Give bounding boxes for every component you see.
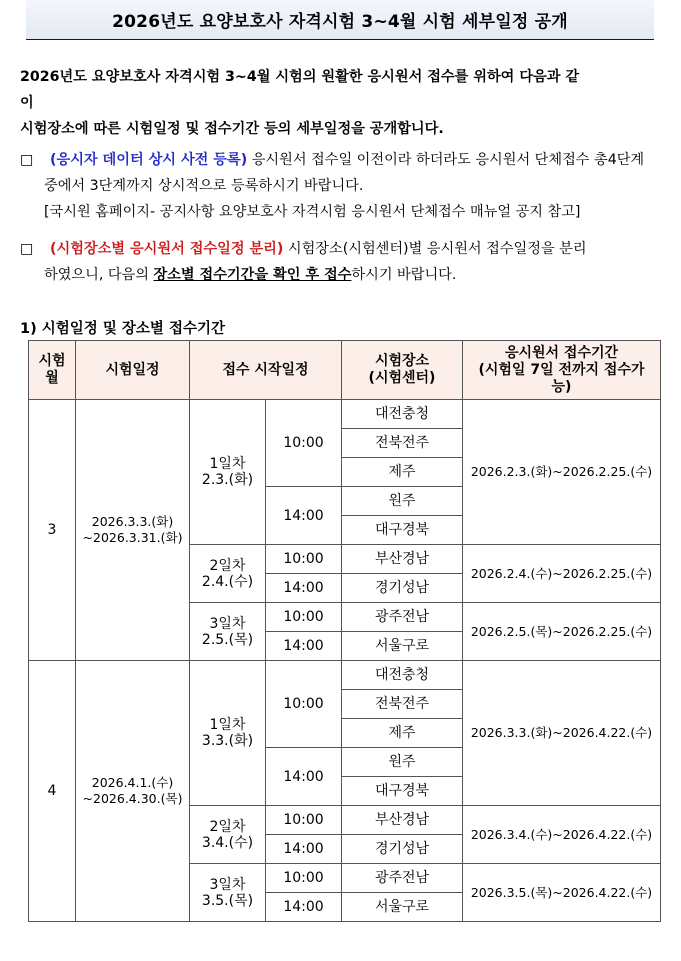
time-cell: 14:00 [266, 574, 342, 603]
intro-line: 이 [20, 95, 34, 111]
day-cell: 2일차 3.4.(수) [190, 806, 266, 864]
table-row [29, 661, 661, 690]
venue-cell: 경기성남 [342, 574, 463, 603]
time-cell: 10:00 [266, 400, 342, 487]
venue-cell: 부산경남 [342, 806, 463, 835]
section-title: 1) 시험일정 및 장소별 접수기간 [20, 321, 225, 337]
month-cell: 3 [29, 400, 76, 661]
table-header-row [29, 341, 661, 400]
venue-cell: 대전충청 [342, 400, 463, 429]
day-cell: 3일차 2.5.(목) [190, 603, 266, 661]
venue-cell: 대구경북 [342, 516, 463, 545]
venue-cell: 경기성남 [342, 835, 463, 864]
period-cell: 2026.2.3.(화)~2026.2.25.(수) [463, 400, 661, 545]
venue-cell: 원주 [342, 748, 463, 777]
exam-date-cell: 2026.3.3.(화) ~2026.3.31.(화) [76, 400, 190, 661]
header-period: 응시원서 접수기간 (시험일 7일 전까지 접수가 능) [463, 341, 661, 400]
period-cell: 2026.3.4.(수)~2026.4.22.(수) [463, 806, 661, 864]
header-exam-date: 시험일정 [76, 341, 190, 400]
table-row [29, 400, 661, 429]
venue-cell: 원주 [342, 487, 463, 516]
notice-pre-registration [20, 147, 665, 225]
notice-reference: [국시원 홈페이지- 공지사항 요양보호사 자격시험 응시원서 단체접수 매뉴얼 공지 참고] [44, 204, 581, 220]
time-cell: 10:00 [266, 545, 342, 574]
intro-paragraph [20, 64, 660, 142]
exam-date-cell: 2026.4.1.(수) ~2026.4.30.(목) [76, 661, 190, 922]
month-cell: 4 [29, 661, 76, 922]
venue-cell: 서울구로 [342, 632, 463, 661]
venue-cell: 대전충청 [342, 661, 463, 690]
time-cell: 10:00 [266, 661, 342, 748]
intro-line: 시험장소에 따른 시험일정 및 접수기간 등의 세부일정을 공개합니다. [20, 121, 444, 137]
venue-cell: 전북전주 [342, 429, 463, 458]
time-cell: 10:00 [266, 806, 342, 835]
page-title: 2026년도 요양보호사 자격시험 3~4월 시험 세부일정 공개 [26, 0, 654, 40]
day-cell: 2일차 2.4.(수) [190, 545, 266, 603]
checkbox-bullet-icon: □ [20, 152, 34, 168]
time-cell: 10:00 [266, 864, 342, 893]
venue-cell: 광주전남 [342, 603, 463, 632]
intro-line: 2026년도 요양보호사 자격시험 3~4월 시험의 원활한 응시원서 접수를 위하여 다음과 같 [20, 69, 580, 85]
checkbox-bullet-icon: □ [20, 241, 34, 257]
venue-cell: 전북전주 [342, 690, 463, 719]
day-cell: 3일차 3.5.(목) [190, 864, 266, 922]
period-cell: 2026.3.5.(목)~2026.4.22.(수) [463, 864, 661, 922]
period-cell: 2026.2.4.(수)~2026.2.25.(수) [463, 545, 661, 603]
notice-text: 응시원서 접수일 이전이라 하더라도 응시원서 단체접수 총4단계 [247, 152, 645, 168]
notice-text: 중에서 3단계까지 상시적으로 등록하시기 바랍니다. [44, 178, 364, 194]
venue-cell: 광주전남 [342, 864, 463, 893]
notice-text: 시험장소(시험센터)별 응시원서 접수일정을 분리 [283, 241, 587, 257]
header-month: 시험 월 [29, 341, 76, 400]
venue-cell: 제주 [342, 458, 463, 487]
time-cell: 14:00 [266, 893, 342, 922]
time-cell: 14:00 [266, 487, 342, 545]
notice-venue-schedule [20, 236, 665, 288]
notice-text: 하였으니, 다음의 [44, 267, 154, 283]
notice-text: 하시기 바랍니다. [351, 267, 457, 283]
period-cell: 2026.2.5.(목)~2026.2.25.(수) [463, 603, 661, 661]
notice-emphasis: 장소별 접수기간을 확인 후 접수 [153, 267, 352, 283]
time-cell: 10:00 [266, 603, 342, 632]
time-cell: 14:00 [266, 748, 342, 806]
period-cell: 2026.3.3.(화)~2026.4.22.(수) [463, 661, 661, 806]
time-cell: 14:00 [266, 835, 342, 864]
notice-highlight: (시험장소별 응시원서 접수일정 분리) [50, 241, 284, 257]
time-cell: 14:00 [266, 632, 342, 661]
header-venue: 시험장소 (시험센터) [342, 341, 463, 400]
venue-cell: 부산경남 [342, 545, 463, 574]
day-cell: 1일차 2.3.(화) [190, 400, 266, 545]
venue-cell: 제주 [342, 719, 463, 748]
day-cell: 1일차 3.3.(화) [190, 661, 266, 806]
notice-highlight: (응시자 데이터 상시 사전 등록) [50, 152, 248, 168]
schedule-table [28, 340, 661, 922]
header-start: 접수 시작일정 [190, 341, 342, 400]
venue-cell: 대구경북 [342, 777, 463, 806]
venue-cell: 서울구로 [342, 893, 463, 922]
